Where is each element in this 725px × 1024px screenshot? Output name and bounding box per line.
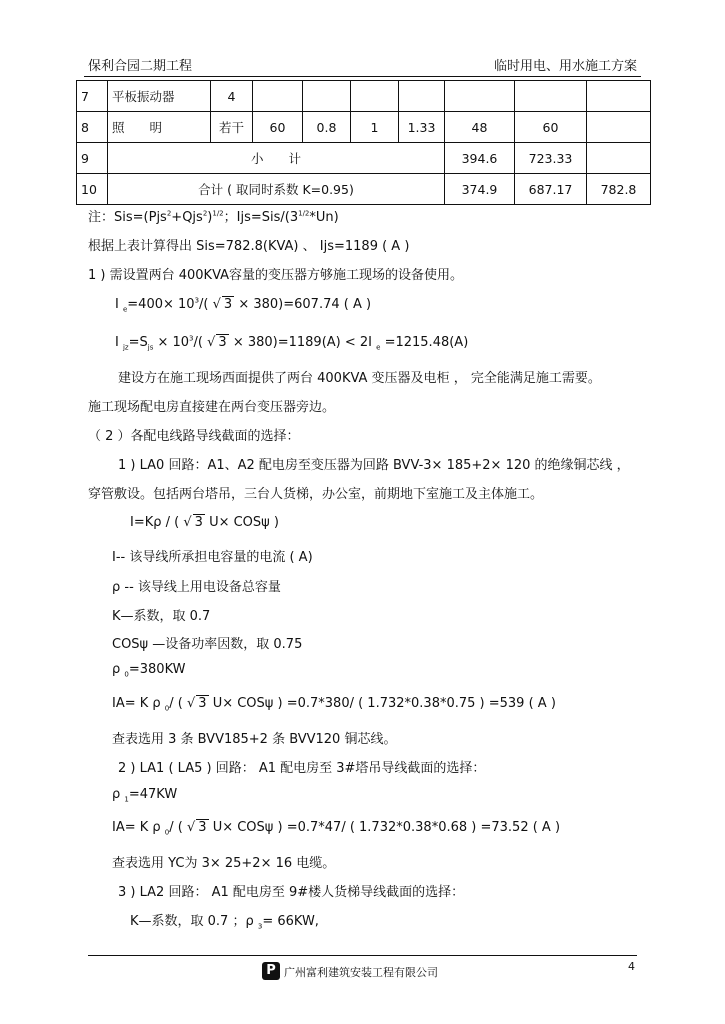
header-divider bbox=[84, 76, 641, 77]
header-right: 临时用电、用水施工方案 bbox=[493, 59, 637, 74]
paragraph: 施工现场配电房直接建在两台变压器旁边。 bbox=[88, 400, 336, 415]
table-row bbox=[77, 81, 651, 112]
paragraph: K—系数，取 0.7 ；ρ $_3$= 66KW, bbox=[130, 914, 319, 931]
company-logo-icon: P bbox=[262, 962, 280, 980]
definition: ρ -- 该导线上用电设备总容量 bbox=[112, 580, 281, 595]
formula-ia: IA= K ρ $_0$/ ( √ 3 U× COSψ ) =0.7*380/ ( 1.732*0.38*0.75 ) =539 ( A ) bbox=[112, 696, 556, 713]
table-cell bbox=[303, 81, 351, 112]
table-cell: 374.9 bbox=[445, 174, 515, 205]
table-cell bbox=[399, 81, 445, 112]
table-cell bbox=[515, 81, 587, 112]
table-cell: 7 bbox=[77, 81, 108, 112]
table-cell bbox=[351, 81, 399, 112]
table-cell bbox=[587, 81, 651, 112]
paragraph: 3 ) LA2 回路： A1 配电房至 9#楼人货梯导线截面的选择： bbox=[118, 885, 465, 900]
note-formula: 注：$Sis=(Pjs^2+Qjs^2)^{1/2}$；$Ijs=Sis/(3^{1/2}*Un)$ bbox=[88, 209, 339, 225]
definition: COSψ —设备功率因数，取 0.75 bbox=[112, 637, 303, 652]
table-cell bbox=[253, 81, 303, 112]
table-cell bbox=[445, 81, 515, 112]
definition: I-- 该导线所承担电容量的电流 ( A) bbox=[112, 550, 313, 565]
section-heading: （ 2 ）各配电线路导线截面的选择： bbox=[88, 429, 300, 444]
formula-ijz: I $_{jz}=S_{js} \times 10^3/$( √ 3 × 380)=1189(A) < 2I $_e$ =1215.48(A) bbox=[115, 334, 469, 352]
table-cell: 1.33 bbox=[399, 112, 445, 143]
formula-ie: I $_e=400\times 10^3/$( √ 3 × 380)=607.74 ( A ) bbox=[115, 296, 372, 314]
header-left: 保利合园二期工程 bbox=[88, 59, 193, 74]
table-cell: 687.17 bbox=[515, 174, 587, 205]
table-cell: 394.6 bbox=[445, 143, 515, 174]
table-cell: 合计 ( 取同时系数 K=0.95) bbox=[108, 174, 445, 205]
table-row bbox=[77, 143, 651, 174]
table-cell bbox=[587, 143, 651, 174]
footer-company: 广州富利建筑安装工程有限公司 bbox=[284, 966, 438, 979]
formula-ia: IA= K ρ $_0$/ ( √ 3 U× COSψ ) =0.7*47/ ( 1.732*0.38*0.68 ) =73.52 ( A ) bbox=[112, 820, 561, 837]
paragraph: 查表选用 YC为 3× 25+2× 16 电缆。 bbox=[112, 856, 336, 871]
table-cell: 小 计 bbox=[108, 143, 445, 174]
paragraph: 建设方在施工现场西面提供了两台 400KVA 变压器及电柜 ， 完全能满足施工需要。 bbox=[118, 371, 601, 386]
table-cell: 723.33 bbox=[515, 143, 587, 174]
definition: ρ $_1$=47KW bbox=[112, 787, 178, 804]
table-row bbox=[77, 112, 651, 143]
table-cell: 9 bbox=[77, 143, 108, 174]
table-cell: 48 bbox=[445, 112, 515, 143]
table-cell: 60 bbox=[515, 112, 587, 143]
definition: ρ $_0$=380KW bbox=[112, 662, 186, 679]
paragraph: 2 ) LA1 ( LA5 ) 回路： A1 配电房至 3#塔吊导线截面的选择： bbox=[118, 761, 486, 776]
paragraph: 1 ) LA0 回路：A1、A2 配电房至变压器为回路 BVV-3× 185+2× 120 的绝缘铜芯线 ， bbox=[118, 458, 630, 473]
table-cell: 若干 bbox=[211, 112, 253, 143]
table-row bbox=[77, 174, 651, 205]
transformer-need: 1 ) 需设置两台 400KVA容量的变压器方够施工现场的设备使用。 bbox=[88, 268, 464, 283]
formula-i: I=Kρ / ( √ 3 U× COSψ ) bbox=[130, 515, 279, 530]
table-cell: 平板振动器 bbox=[108, 81, 211, 112]
table-cell: 0.8 bbox=[303, 112, 351, 143]
definition: K—系数，取 0.7 bbox=[112, 609, 211, 624]
table-cell: 10 bbox=[77, 174, 108, 205]
table-cell: 60 bbox=[253, 112, 303, 143]
table-cell bbox=[587, 112, 651, 143]
table-cell: 8 bbox=[77, 112, 108, 143]
load-table bbox=[76, 80, 651, 205]
table-cell: 1 bbox=[351, 112, 399, 143]
table-cell: 4 bbox=[211, 81, 253, 112]
table-cell: 782.8 bbox=[587, 174, 651, 205]
page-number: 4 bbox=[628, 960, 635, 973]
footer-divider bbox=[88, 955, 637, 956]
paragraph: 查表选用 3 条 BVV185+2 条 BVV120 铜芯线。 bbox=[112, 732, 397, 747]
paragraph: 穿管敷设。包括两台塔吊，三台人货梯，办公室，前期地下室施工及主体施工。 bbox=[88, 487, 544, 502]
table-cell: 照 明 bbox=[108, 112, 211, 143]
calc-result: 根据上表计算得出 Sis=782.8(KVA) 、 Ijs=1189 ( A ) bbox=[88, 239, 410, 254]
